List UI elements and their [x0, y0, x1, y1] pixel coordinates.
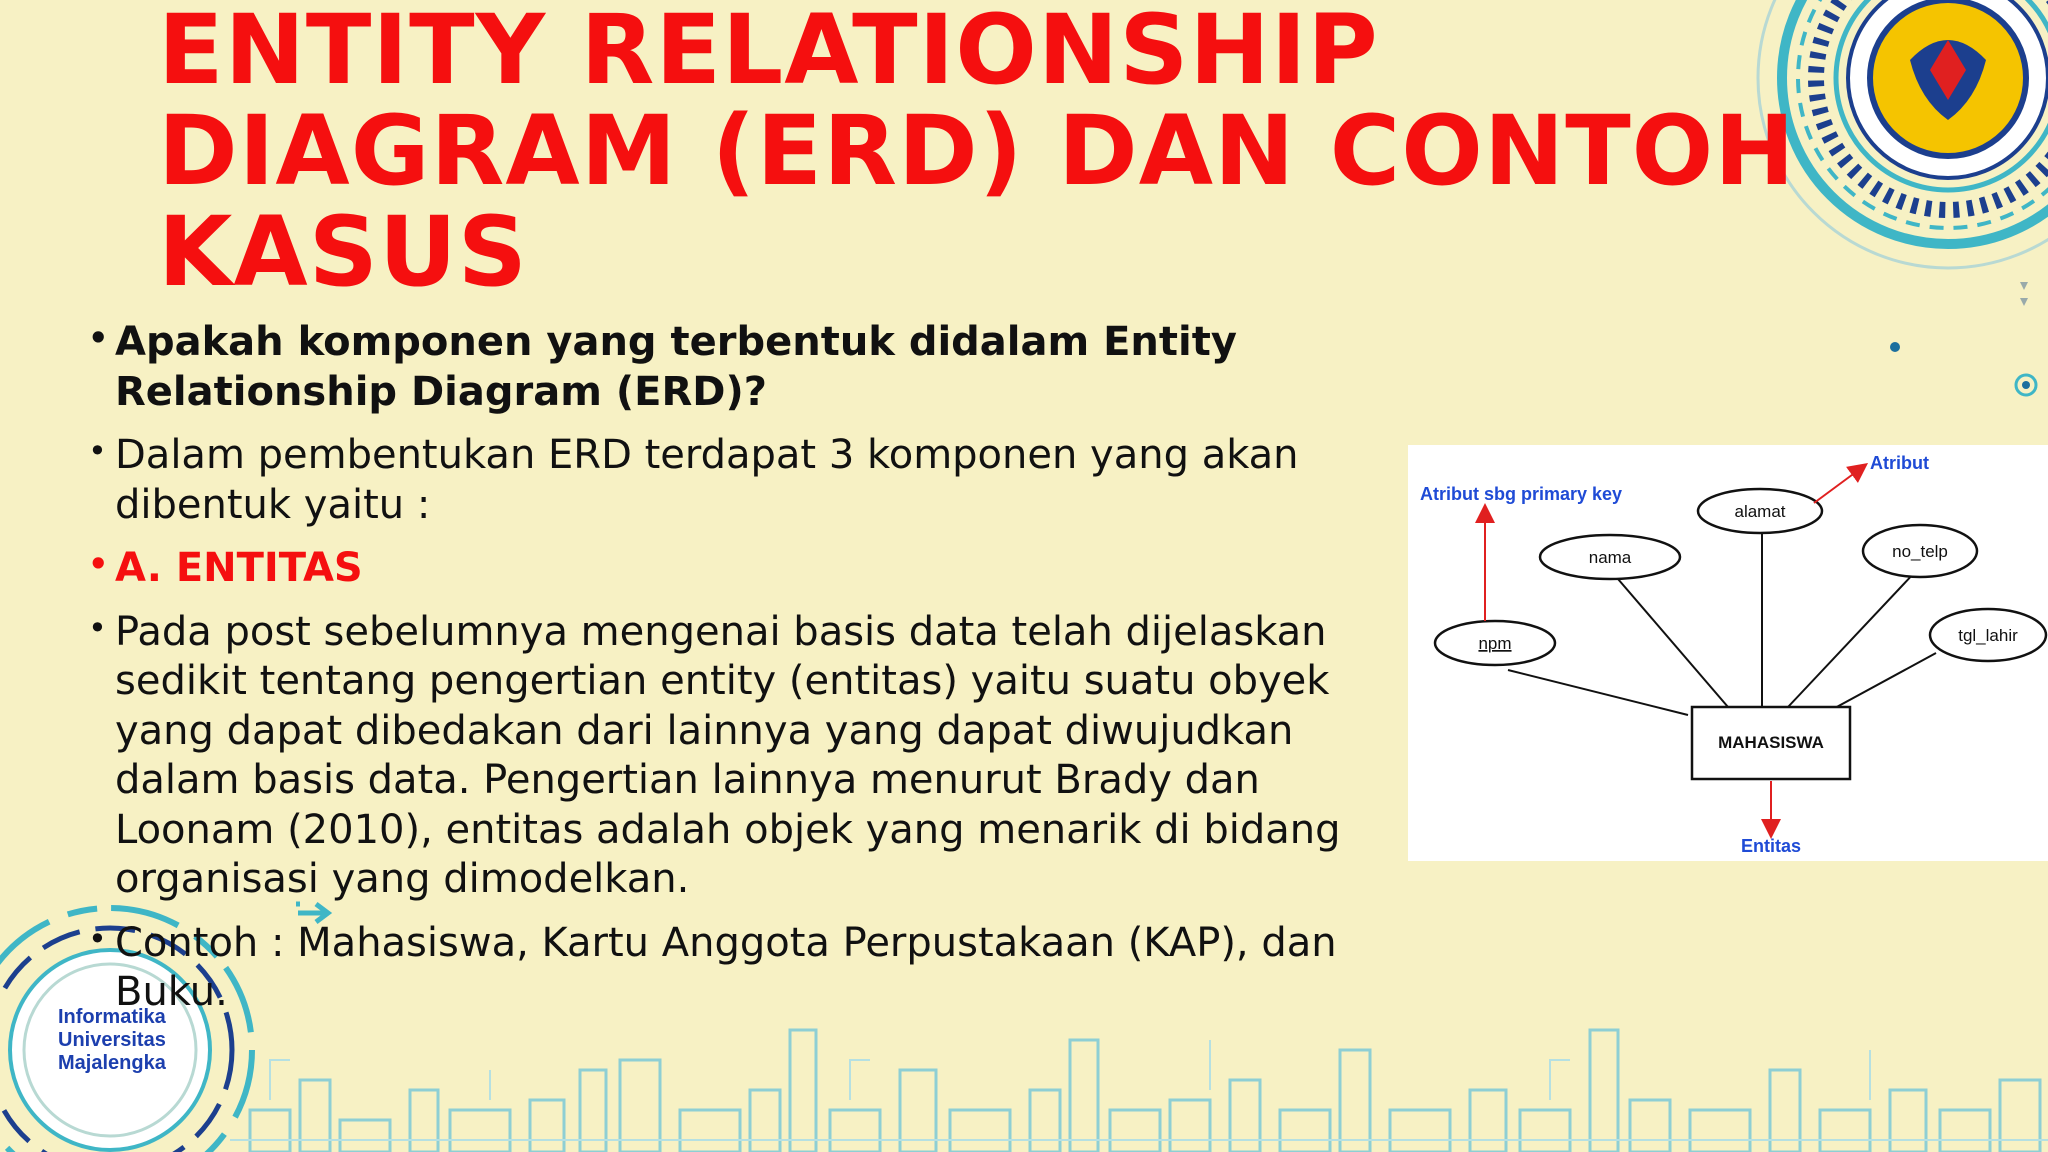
bullet-entitas-heading: • A. ENTITAS	[88, 544, 1388, 594]
attribute-no_telp-label: no_telp	[1892, 542, 1948, 561]
title-line-1: ENTITY RELATIONSHIP	[158, 0, 1379, 106]
logo-line-2: Universitas	[58, 1029, 166, 1051]
slide-title	[158, 0, 1798, 308]
bullet-entity-definition: • Pada post sebelumnya mengenai basis data telah dijelaskan sedikit tentang pengertian entity (entitas) yaitu suatu obyek yang dapat dibedakan dari lainnya yang dapat diwujudkan dalam basis data. Pengertian lainnya menurut Brady dan Loonam (2010), entitas adalah objek yang menarik di bidang organisasi yang dimodelkan.	[88, 608, 1388, 905]
bullet-components: • Dalam pembentukan ERD terdapat 3 komponen yang akan dibentuk yaitu :	[88, 431, 1388, 530]
arrow-attribute	[1814, 469, 1860, 503]
line-no_telp	[1788, 571, 1916, 707]
annotation-entity: Entitas	[1740, 836, 1802, 856]
bullet-question: • Apakah komponen yang terbentuk didalam Entity Relationship Diagram (ERD)?	[88, 318, 1388, 417]
erd-diagram	[1408, 445, 2048, 861]
logo-line-1: Informatika	[58, 1006, 166, 1028]
attribute-tgl_lahir-label: tgl_lahir	[1958, 626, 2018, 645]
attribute-npm-label: npm	[1478, 634, 1512, 653]
attribute-nama-label: nama	[1588, 548, 1632, 567]
annotation-attribute: Atribut	[1870, 453, 1929, 473]
title-line-3: KASUS	[158, 196, 528, 308]
title-line-2: DIAGRAM (ERD) DAN CONTOH	[158, 95, 1796, 207]
bullet-list	[88, 318, 1388, 1032]
bullet-example: • Contoh : Mahasiswa, Kartu Anggota Perpustakaan (KAP), dan Buku.	[88, 919, 1388, 1018]
line-npm	[1508, 670, 1688, 715]
logo-line-3: Majalengka	[58, 1052, 166, 1074]
entity-mahasiswa-label: MAHASISWA	[1718, 733, 1824, 752]
erd-diagram-svg	[1408, 445, 2048, 861]
line-nama	[1618, 579, 1728, 707]
annotation-primary-key: Atribut sbg primary key	[1420, 484, 1623, 504]
line-tgl_lahir	[1822, 653, 1936, 715]
side-dots-decoration	[1880, 280, 2048, 410]
attribute-alamat-label: alamat	[1734, 502, 1786, 521]
